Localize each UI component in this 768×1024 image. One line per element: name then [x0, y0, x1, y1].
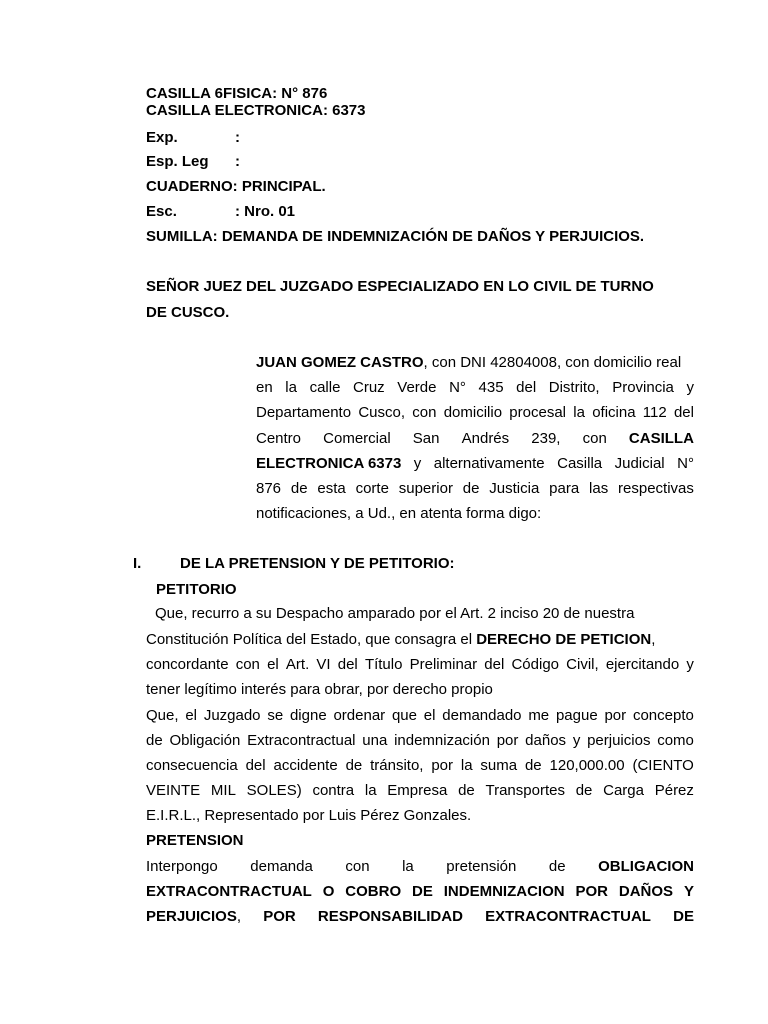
word: EXTRACONTRACTUAL: [485, 908, 651, 925]
casilla-electronica: CASILLA ELECTRONICA: 6373: [146, 102, 366, 119]
bold-word: CASILLA: [628, 430, 694, 447]
word: Pérez: [654, 782, 694, 799]
word: el: [185, 707, 198, 724]
word: EXTRACONTRACTUAL: [146, 883, 312, 900]
word: del: [337, 656, 358, 673]
word: VEINTE: [146, 782, 201, 799]
word: pague: [555, 707, 598, 724]
word: de: [575, 782, 593, 799]
word: contra: [312, 782, 355, 799]
intro-line-1-rest: , con DNI 42804008, con domicilio real: [423, 354, 682, 371]
word: Art.: [285, 656, 310, 673]
bold-word: OBLIGACION: [598, 858, 694, 875]
word: suma: [480, 757, 518, 774]
petitorio-line-8: [146, 782, 694, 800]
word: DAÑOS: [618, 883, 674, 900]
word: y: [413, 455, 422, 472]
word: por: [431, 757, 454, 774]
word: del: [245, 757, 266, 774]
word: de: [462, 480, 480, 497]
espleg-line: [146, 153, 694, 171]
word: una: [362, 732, 388, 749]
intro-line-3: [256, 404, 694, 422]
word: oficina: [592, 404, 636, 421]
intro-line-1: [256, 354, 694, 372]
exp-line: [146, 129, 694, 147]
word: ordenar: [333, 707, 386, 724]
word: perjuicios: [587, 732, 651, 749]
word: con: [582, 430, 607, 447]
pretension-line-1: [146, 858, 694, 876]
petitorio-line-2: [146, 631, 694, 649]
intro-line-5: [256, 455, 694, 473]
word: 120,000.00: [549, 757, 625, 774]
word: como: [657, 732, 694, 749]
word: y: [686, 379, 694, 396]
word: COBRO: [345, 883, 402, 900]
word: Provincia: [612, 379, 674, 396]
word: indemnización: [394, 732, 490, 749]
word: tránsito,: [370, 757, 424, 774]
intro-line-4: [256, 430, 694, 448]
petitorio-line-1: Que, recurro a su Despacho amparado por el Art. 2 inciso 20 de nuestra: [155, 605, 635, 622]
word: por: [604, 707, 627, 724]
pretension-line-2: [146, 883, 694, 901]
word: de: [458, 782, 475, 799]
word: la: [460, 757, 473, 774]
word: Departamento: [256, 404, 352, 421]
bold-phrase: PERJUICIOS,: [146, 908, 242, 925]
word: Comercial: [323, 430, 391, 447]
word: de: [290, 480, 308, 497]
petitorio-line-6: [146, 732, 694, 750]
intro-line-2: [256, 379, 694, 397]
word: el: [423, 707, 436, 724]
word: con: [412, 404, 437, 421]
word: consecuencia: [146, 757, 238, 774]
word: Extracontractual: [247, 732, 356, 749]
word: ejercitando: [605, 656, 680, 673]
word: del: [673, 404, 694, 421]
casilla-fisica: CASILLA 6FISICA: N° 876: [146, 85, 328, 102]
word: VI: [316, 656, 331, 673]
word: pretensión: [446, 858, 517, 875]
word: RESPONSABILIDAD: [317, 908, 463, 925]
word: San: [412, 430, 440, 447]
word: concordante: [146, 656, 229, 673]
word: INDEMNIZACION: [443, 883, 565, 900]
cuaderno-line: CUADERNO: PRINCIPAL.: [146, 178, 326, 195]
word: la: [573, 404, 585, 421]
word: de: [524, 757, 542, 774]
word: Justicia: [489, 480, 540, 497]
word: accidente: [273, 757, 338, 774]
word: procesal: [509, 404, 566, 421]
petitorio-line-9: E.I.R.L., Representado por Luis Pérez Gonzales.: [146, 807, 472, 824]
word: y: [572, 732, 581, 749]
esc-label: Esc.: [146, 203, 177, 220]
section-1-number: I.: [133, 555, 142, 572]
word: Transportes: [485, 782, 565, 799]
pretension-heading: PRETENSION: [146, 832, 244, 849]
word: en: [256, 379, 273, 396]
word: demanda: [250, 858, 313, 875]
espleg-label: Esp. Leg: [146, 153, 209, 170]
word: con: [235, 656, 260, 673]
word: 112: [642, 404, 667, 421]
word: Título: [364, 656, 403, 673]
word: N°: [449, 379, 466, 396]
comma: ,: [236, 908, 242, 925]
word: Andrés: [461, 430, 510, 447]
word: superior: [398, 480, 453, 497]
word: DE: [673, 908, 694, 925]
word: corte: [355, 480, 389, 497]
word: Casilla: [557, 455, 603, 472]
exp-sep: :: [235, 129, 240, 146]
addressee-line-1: SEÑOR JUEZ DEL JUZGADO ESPECIALIZADO EN LO CIVIL DE TURNO: [146, 278, 654, 295]
word: 435: [478, 379, 504, 396]
plaintiff-name: JUAN GOMEZ CASTRO: [256, 354, 424, 371]
word: Civil,: [566, 656, 599, 673]
word: de: [345, 757, 363, 774]
intro-line-7: notificaciones, a Ud., en atenta forma digo:: [256, 505, 542, 522]
word: Cusco,: [358, 404, 405, 421]
word: Distrito,: [548, 379, 600, 396]
word: Centro: [256, 430, 302, 447]
word: las: [589, 480, 609, 497]
esc-line: [146, 203, 694, 221]
word: digne: [289, 707, 327, 724]
word: Y: [683, 883, 694, 900]
word: daños: [525, 732, 567, 749]
word: respectivas: [618, 480, 694, 497]
word: Verde: [397, 379, 437, 396]
word: esta: [317, 480, 346, 497]
word: del: [484, 656, 505, 673]
sumilla-line: SUMILLA: DEMANDA DE INDEMNIZACIÓN DE DAÑOS Y PERJUICIOS.: [146, 228, 645, 245]
section-1-heading: [133, 555, 681, 573]
word: Cruz: [353, 379, 385, 396]
word: la: [285, 379, 297, 396]
word: el: [267, 656, 279, 673]
espleg-sep: :: [235, 153, 240, 170]
petitorio-line-7: [146, 757, 694, 775]
word: la: [364, 782, 377, 799]
esc-value: : Nro. 01: [235, 203, 296, 220]
petitorio-line-2-text: Constitución Política del Estado, que consagra el: [146, 631, 477, 648]
petitorio-line-4: tener legítimo interés para obrar, por derecho propio: [146, 681, 493, 698]
word: con: [345, 858, 370, 875]
petitorio-line-3: [146, 656, 694, 674]
word: del: [516, 379, 537, 396]
intro-line-6: [256, 480, 694, 498]
word: Obligación: [169, 732, 241, 749]
petitorio-line-5: [146, 707, 694, 725]
word: de: [146, 732, 163, 749]
word: concepto: [632, 707, 694, 724]
word: (CIENTO: [632, 757, 694, 774]
word: O: [322, 883, 335, 900]
word: Carga: [603, 782, 644, 799]
petitorio-heading: PETITORIO: [156, 581, 237, 598]
addressee-line-2: DE CUSCO.: [146, 304, 230, 321]
word: Judicial: [614, 455, 665, 472]
petitorio-line-2-end: ,: [651, 631, 656, 648]
exp-label: Exp.: [146, 129, 178, 146]
word: que: [391, 707, 417, 724]
word: Interpongo: [146, 858, 218, 875]
word: POR: [263, 908, 296, 925]
word: se: [267, 707, 284, 724]
word: MIL: [210, 782, 236, 799]
pretension-line-3: [146, 908, 694, 926]
word: y: [686, 656, 694, 673]
word: la: [402, 858, 414, 875]
word: por: [496, 732, 519, 749]
word: de: [548, 858, 566, 875]
word: demandado: [442, 707, 522, 724]
word: me: [528, 707, 550, 724]
word: alternativamente: [433, 455, 545, 472]
word: SOLES): [246, 782, 302, 799]
word: 239,: [531, 430, 561, 447]
word: Juzgado: [203, 707, 261, 724]
word: domicilio: [443, 404, 503, 421]
word: N°: [677, 455, 694, 472]
word: calle: [309, 379, 341, 396]
word: para: [549, 480, 580, 497]
word: Preliminar: [409, 656, 478, 673]
word: Código: [511, 656, 560, 673]
section-1-title: DE LA PRETENSION Y DE PETITORIO:: [180, 555, 455, 572]
word: 876: [256, 480, 282, 497]
word: Que,: [146, 707, 179, 724]
word: POR: [575, 883, 608, 900]
bold-phrase: ELECTRONICA 6373: [256, 455, 402, 472]
word: Empresa: [387, 782, 448, 799]
derecho-peticion: DERECHO DE PETICION: [476, 631, 652, 648]
word: DE: [412, 883, 433, 900]
